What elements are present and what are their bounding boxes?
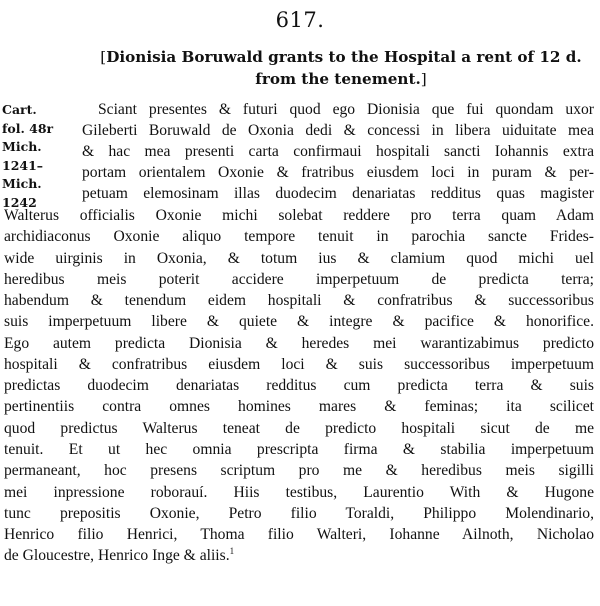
margin-note-line: 1241– (2, 157, 44, 173)
margin-note-line: fol. 48r (2, 120, 54, 136)
text-line: hospitali & confratribus eiusdem loci & suis successoribus imperpetuum (4, 356, 594, 373)
text-line: habendum & tenendum eidem hospitali & confratribus & successoribus (4, 292, 594, 309)
entry-heading (86, 46, 596, 90)
text-line: Walterus officialis Oxonie michi solebat reddere pro terra quam Adam (4, 207, 594, 224)
text-line: suis imperpetuum libere & quiete & integre & pacifice & honorifice. (4, 313, 594, 330)
text-line: tunc prepositis Oxonie, Petro filio Toraldi, Philippo Molendinario, (4, 505, 594, 522)
heading-line-2-text: from the tenement. (255, 70, 421, 88)
entry-number: 617. (275, 8, 325, 32)
text-line: archidiaconus Oxonie aliquo tempore tenuit in parochia sancte Frides- (4, 228, 594, 245)
margin-note-line: Mich. (2, 176, 42, 192)
margin-note-line: Cart. (2, 102, 37, 117)
text-line: Henrico filio Henrici, Thoma filio Walteri, Iohanne Ailnoth, Nicholao (4, 526, 594, 543)
text-line: heredibus meis poterit accidere imperpetuum de predicta terra; (4, 271, 594, 288)
heading-line-1-text: Dionisia Boruwald grants to the Hospital a rent of 12 d. (106, 48, 582, 66)
margin-note-line: Mich. (2, 139, 42, 155)
text-line: portam orientalem Oxonie & fratribus eiusdem loci in puram & per- (82, 164, 594, 181)
margin-note (2, 101, 82, 213)
text-line: predictas duodecim denariatas redditus cum predicta terra & suis (4, 377, 594, 394)
text-line: pertinentiis contra omnes homines mares & feminas; ita scilicet (4, 398, 594, 415)
text-line: Gileberti Boruwald de Oxonia dedi & concessi in libera uiduitate mea (82, 122, 594, 139)
text-line: & hac mea presenti carta confirmaui hospitali sancti Iohannis extra (82, 143, 594, 160)
text-line: mei inpressione roborauí. Hiis testibus, Laurentio With & Hugone (4, 484, 594, 501)
heading-line-2: from the tenement.] (255, 70, 427, 88)
text-line: wide uirginis in Oxonia, & totum ius & clamium quod michi uel (4, 250, 594, 267)
text-line: Ego autem predicta Dionisia & heredes mei warantizabimus predicto (4, 335, 594, 352)
text-line-final (4, 547, 594, 565)
text-line: tenuit. Et ut hec omnia prescripta firma & stabilia imperpetuum (4, 441, 594, 458)
text-line: permaneant, hoc presens scriptum pro me & heredibus meis sigilli (4, 462, 594, 479)
margin-note-line: 1242 (2, 194, 37, 210)
text-line: Sciant presentes & futuri quod ego Dionisia que fui quondam uxor (98, 101, 594, 118)
text-line: quod predictus Walterus teneat de predicto hospitali sicut de me (4, 420, 594, 437)
footnote-marker: 1 (229, 545, 235, 556)
text-line: petuam elemosinam illas duodecim denariatas redditus quas magister (82, 185, 594, 202)
final-line-text: de Gloucestre, Henrico Inge & aliis. (4, 547, 230, 564)
heading-line-1: [Dionisia Boruwald grants to the Hospital a rent of 12 d. (100, 48, 582, 66)
